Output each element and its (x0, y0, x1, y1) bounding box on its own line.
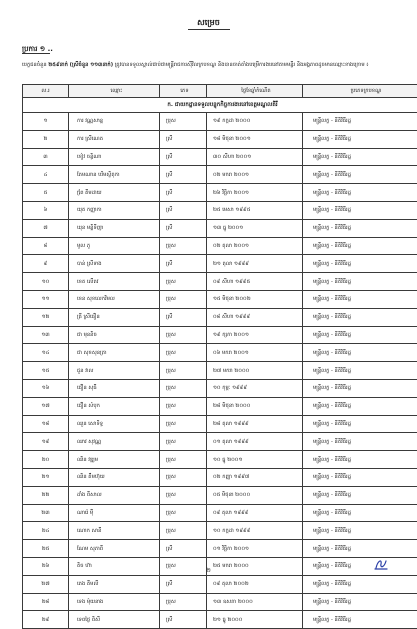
row-sex: ប្រុស (160, 397, 207, 415)
page-title: សម្រេច (0, 17, 417, 29)
row-no: ១២ (23, 308, 69, 326)
row-dob: ០១ តុលា ១៩៩៩ (207, 433, 303, 451)
row-no: ១៧ (23, 397, 69, 415)
row-dob: ១៩ ក្សកា ២០០១ (207, 326, 303, 344)
row-dob: ១៩ កក្កដា ២០០០ (207, 113, 303, 131)
row-name: ដាំង​ ពីសាល (69, 486, 160, 504)
row-position: មន្ត្រីលក្ខ - នីតិវិធីរដ្ឋ (303, 611, 417, 629)
row-name: ណែម​ សុភាពី (69, 540, 160, 558)
table-header-row (23, 85, 417, 98)
row-no: ២៥ (23, 540, 69, 558)
row-position: មន្ត្រីលក្ខ - នីតិវិធីរដ្ឋ (303, 397, 417, 415)
row-name: បាន់​ ស្រីទាង (69, 255, 160, 273)
row-name: ជឿន​ សំបុក (69, 397, 160, 415)
header-sex: ភេទ (160, 85, 207, 98)
table-body (23, 98, 417, 629)
table-row (23, 113, 417, 131)
row-dob: ២៨ មិថុនា ២០០០ (207, 397, 303, 415)
row-name: ខេត​ លើតវ (69, 273, 160, 291)
row-sex: ស្រី (160, 540, 207, 558)
row-position: មន្ត្រីលក្ខ - នីតិវិធីរដ្ឋ (303, 255, 417, 273)
paragraph-count: ២៥៩នាក់ (ស្រីចំនួន ១១៣នាក់) (48, 62, 113, 68)
row-position: មន្ត្រីលក្ខ - នីតិវិធីរដ្ឋ (303, 575, 417, 593)
row-dob: ៣០ សីហា ២០០១ (207, 148, 303, 166)
row-name: ជឿន​ សុធី (69, 379, 160, 397)
table-row (23, 540, 417, 558)
row-no: ១៣ (23, 326, 69, 344)
row-no: ៣ (23, 148, 69, 166)
row-no: ១៤ (23, 344, 69, 362)
row-sex: ប្រុស (160, 486, 207, 504)
row-dob: ១០ កក្កដា ១៩៩៩ (207, 522, 303, 540)
row-sex: ប្រុស (160, 415, 207, 433)
signature-mark (373, 556, 389, 572)
row-name: ខេន​ សុខលេកវិមល (69, 290, 160, 308)
header-position: ប្រភេទក្របខណ្ឌ (303, 85, 417, 98)
row-dob: ០៨ សីហា ១៩៩៩ (207, 308, 303, 326)
row-dob: ២៥ មករា ២០០០ (207, 557, 303, 575)
row-no: ១៩ (23, 433, 69, 451)
row-sex: ប្រុស (160, 451, 207, 469)
row-name: ណារ៉េ​ ម៉ឺ (69, 504, 160, 522)
table-row (23, 308, 417, 326)
row-name: ពែ្រ​ គីមដាយ (69, 184, 160, 202)
row-sex: ប្រុស (160, 326, 207, 344)
row-no: ១៦ (23, 379, 69, 397)
row-dob: ១៣ ធ្នូ ២០០១ (207, 219, 303, 237)
row-sex: ស្រី (160, 255, 207, 273)
row-dob: ២៥ មេសា ១៩៩៥ (207, 201, 303, 219)
row-name: ខៀវ​ ចន្ធិណា (69, 148, 160, 166)
row-position: មន្ត្រីលក្ខ - នីតិវិធីរដ្ឋ (303, 486, 417, 504)
row-sex: ប្រុស (160, 593, 207, 611)
row-dob: ០៩ តុលា ២០០២ (207, 575, 303, 593)
row-dob: ១៥ មិថុនា ២០០២ (207, 290, 303, 308)
row-name: គ្រី​ ស្រីធឿន (69, 308, 160, 326)
row-name: ណោក​ សានី (69, 522, 160, 540)
row-sex: ប្រុស (160, 557, 207, 575)
row-sex: ប្រុស (160, 290, 207, 308)
row-sex: ស្រី (160, 148, 207, 166)
row-position: មន្ត្រីលក្ខ - នីតិវិធីរដ្ឋ (303, 504, 417, 522)
row-name: ជា​ មុននិច (69, 326, 160, 344)
row-dob: ០៦ មករា ២០០១ (207, 344, 303, 362)
row-dob: ២១ តុលា ១៩៩៩ (207, 255, 303, 273)
row-position: មន្ត្រីលក្ខ - នីតិវិធីរដ្ឋ (303, 540, 417, 558)
row-position: មន្ត្រីលក្ខ - នីតិវិធីរដ្ឋ (303, 290, 417, 308)
row-position: មន្ត្រីលក្ខ - នីតិវិធីរដ្ឋ (303, 522, 417, 540)
table-row (23, 522, 417, 540)
table-row (23, 148, 417, 166)
row-no: ១០ (23, 273, 69, 291)
table-row (23, 237, 417, 255)
row-position: មន្ត្រីលក្ខ - នីតិវិធីរដ្ឋ (303, 415, 417, 433)
row-dob: ០២ មករា ២០០១ (207, 166, 303, 184)
row-sex: ប្រុស (160, 522, 207, 540)
row-no: ១ (23, 113, 69, 131)
row-sex: ប្រុស (160, 433, 207, 451)
group-row (23, 98, 417, 113)
row-sex: ស្រី (160, 611, 207, 629)
table-row (23, 486, 417, 504)
article-heading: ប្រការ ១ .. (22, 45, 53, 55)
row-name: តេង​ គីមលី (69, 575, 160, 593)
row-name: ឈិន​ គឹមហ៊ុយ (69, 468, 160, 486)
row-sex: ប្រុស (160, 344, 207, 362)
row-no: ២ (23, 130, 69, 148)
row-name: ការ​ វណ្ណសាន្ត (69, 113, 160, 131)
header-dob: ថ្ងៃខែឆ្នាំកំណើត (207, 85, 303, 98)
row-sex: ស្រី (160, 219, 207, 237)
row-dob: ០៩ សីហា ១៩៩៥ (207, 273, 303, 291)
row-dob: ១៣ ឧសភា ២០០០ (207, 593, 303, 611)
row-position: មន្ត្រីលក្ខ - នីតិវិធីរដ្ឋ (303, 184, 417, 202)
table-row (23, 290, 417, 308)
row-dob: ២៧ មករា ២០០០ (207, 362, 303, 380)
row-no: ២៣ (23, 504, 69, 522)
row-name: ឈាវ​ សុវណ្ណ (69, 433, 160, 451)
header-name: ឈ្មោះ (69, 85, 160, 98)
row-no: ២៦ (23, 557, 69, 575)
row-sex: ស្រី (160, 130, 207, 148)
row-name: តែមណាន​ បរិមស្ថិតុកា (69, 166, 160, 184)
table-row (23, 166, 417, 184)
row-position: មន្ត្រីលក្ខ - នីតិវិធីរដ្ឋ (303, 433, 417, 451)
row-name: ការ​ ស្រីណេត (69, 130, 160, 148)
row-name: មូល​ ភូ (69, 237, 160, 255)
row-position: មន្ត្រីលក្ខ - នីតិវិធីរដ្ឋ (303, 379, 417, 397)
row-position: មន្ត្រីលក្ខ - នីតិវិធីរដ្ឋ (303, 362, 417, 380)
row-no: ៤ (23, 166, 69, 184)
row-sex: ប្រុស (160, 362, 207, 380)
group-title: ក.​ ជាយកដ្ឋានទទួលបន្ទុកកិច្ចការងារនៅខេត្តមណ្ឌលគិរី (23, 98, 417, 113)
table-row (23, 433, 417, 451)
row-no: ៥ (23, 184, 69, 202)
row-sex: ស្រី (160, 201, 207, 219)
row-sex: ប្រុស (160, 379, 207, 397)
table-row (23, 130, 417, 148)
row-position: មន្ត្រីលក្ខ - នីតិវិធីរដ្ឋ (303, 201, 417, 219)
row-name: ជួន​ វាល (69, 362, 160, 380)
table-row (23, 344, 417, 362)
row-no: ៨ (23, 237, 69, 255)
row-position: មន្ត្រីលក្ខ - នីតិវិធីរដ្ឋ (303, 308, 417, 326)
row-position: មន្ត្រីលក្ខ - នីតិវិធីរដ្ឋ (303, 451, 417, 469)
table-row (23, 273, 417, 291)
row-sex: ប្រុស (160, 113, 207, 131)
table-row (23, 184, 417, 202)
row-dob: ០១ វិច្ឆិកា ២០០១ (207, 540, 303, 558)
row-sex: ប្រុស (160, 504, 207, 522)
table-row (23, 219, 417, 237)
row-dob: ២៨ តុលា ១៩៩៩ (207, 415, 303, 433)
row-dob: ២៦ វិច្ឆិកា ២០០១ (207, 184, 303, 202)
row-position: មន្ត្រីលក្ខ - នីតិវិធីរដ្ឋ (303, 557, 417, 575)
row-dob: ១០ ធ្នូ ២០០១ (207, 451, 303, 469)
row-no: ១៥ (23, 362, 69, 380)
row-name: ឈួន​ សោទិទ្ធ (69, 415, 160, 433)
row-position: មន្ត្រីលក្ខ - នីតិវិធីរដ្ឋ (303, 468, 417, 486)
row-no: ២១ (23, 468, 69, 486)
row-position: មន្ត្រីលក្ខ - នីតិវិធីរដ្ឋ (303, 148, 417, 166)
row-no: ៦ (23, 201, 69, 219)
row-position: មន្ត្រីលក្ខ - នីតិវិធីរដ្ឋ (303, 166, 417, 184)
row-sex: ប្រុស (160, 273, 207, 291)
table-row (23, 575, 417, 593)
row-no: ២២ (23, 486, 69, 504)
row-sex: ស្រី (160, 308, 207, 326)
table-row (23, 362, 417, 380)
row-position: មន្ត្រីលក្ខ - នីតិវិធីរដ្ឋ (303, 237, 417, 255)
row-position: មន្ត្រីលក្ខ - នីតិវិធីរដ្ឋ (303, 326, 417, 344)
table-row (23, 468, 417, 486)
row-name: ជា​ សុខសុនត្រា (69, 344, 160, 362)
row-dob: ០២ តុលា ២០០១ (207, 237, 303, 255)
row-sex: ប្រុស (160, 468, 207, 486)
row-no: ៧ (23, 219, 69, 237)
row-position: មន្ត្រីលក្ខ - នីតិវិធីរដ្ឋ (303, 130, 417, 148)
row-no: ២៩ (23, 611, 69, 629)
table-row (23, 451, 417, 469)
row-name: ទេពថ្ងៃ​ ពិសី (69, 611, 160, 629)
table-row (23, 201, 417, 219)
row-dob: ០៩ តុលា ១៩៩៩ (207, 504, 303, 522)
row-name: ឈិន​ វឌ្ឍម (69, 451, 160, 469)
row-no: ២៨ (23, 593, 69, 611)
row-sex: ស្រី (160, 575, 207, 593)
paragraph-rest: ត្រូវបានទទួលស្គាល់ជាប់ជាមន្ត្រីរាជការស៊ីវិលក្របខណ្ឌ​ និងបានចាត់តាំងបម្រើការងារនៅតាមមន្ទីរ និងអង្គភាពដូចមានឈ្មោះខាងក្រោម ៖ (113, 62, 368, 68)
row-no: ២៤ (23, 522, 69, 540)
row-name: ឃុន​ មន្តិទីញា (69, 219, 160, 237)
row-dob: ០២ កញ្ញា ១៩៩៧ (207, 468, 303, 486)
row-position: មន្ត្រីលក្ខ - នីតិវិធីរដ្ឋ (303, 113, 417, 131)
row-no: ៩ (23, 255, 69, 273)
row-name: តិច​ ហ៊ា (69, 557, 160, 575)
table-row (23, 611, 417, 629)
table-row (23, 379, 417, 397)
table-row (23, 255, 417, 273)
header-no: ល.រ (23, 85, 69, 98)
table-row (23, 504, 417, 522)
intro-paragraph (22, 61, 394, 70)
row-dob: ១៨ មិថុនា ២០០១ (207, 130, 303, 148)
row-position: មន្ត្រីលក្ខ - នីតិវិធីរដ្ឋ (303, 344, 417, 362)
table-row (23, 415, 417, 433)
row-position: មន្ត្រីលក្ខ - នីតិវិធីរដ្ឋ (303, 593, 417, 611)
row-no: ២៧ (23, 575, 69, 593)
table-row (23, 593, 417, 611)
row-dob: ២១ ធ្នូ ២០០០ (207, 611, 303, 629)
paragraph-lead: បេក្ខជនចំនួន (22, 62, 48, 68)
row-sex: ប្រុស (160, 237, 207, 255)
table-row (23, 397, 417, 415)
appointment-table (22, 84, 417, 629)
row-name: យុត​ កញ្ញាកា (69, 201, 160, 219)
row-no: ១១ (23, 290, 69, 308)
row-name: ទេង​ ម៉ុយនាង (69, 593, 160, 611)
row-dob: ០៥ មិថុនា ២០០០ (207, 486, 303, 504)
table-row (23, 326, 417, 344)
row-position: មន្ត្រីលក្ខ - នីតិវិធីរដ្ឋ (303, 273, 417, 291)
row-dob: ១០ កុម្ភៈ ១៩៩៩ (207, 379, 303, 397)
row-sex: ស្រី (160, 184, 207, 202)
row-no: ២០ (23, 451, 69, 469)
article-underline (22, 53, 50, 54)
page-number: ២ (0, 566, 417, 575)
row-no: ១៨ (23, 415, 69, 433)
row-sex: ស្រី (160, 166, 207, 184)
title-underline (188, 29, 230, 30)
row-position: មន្ត្រីលក្ខ - នីតិវិធីរដ្ឋ (303, 219, 417, 237)
